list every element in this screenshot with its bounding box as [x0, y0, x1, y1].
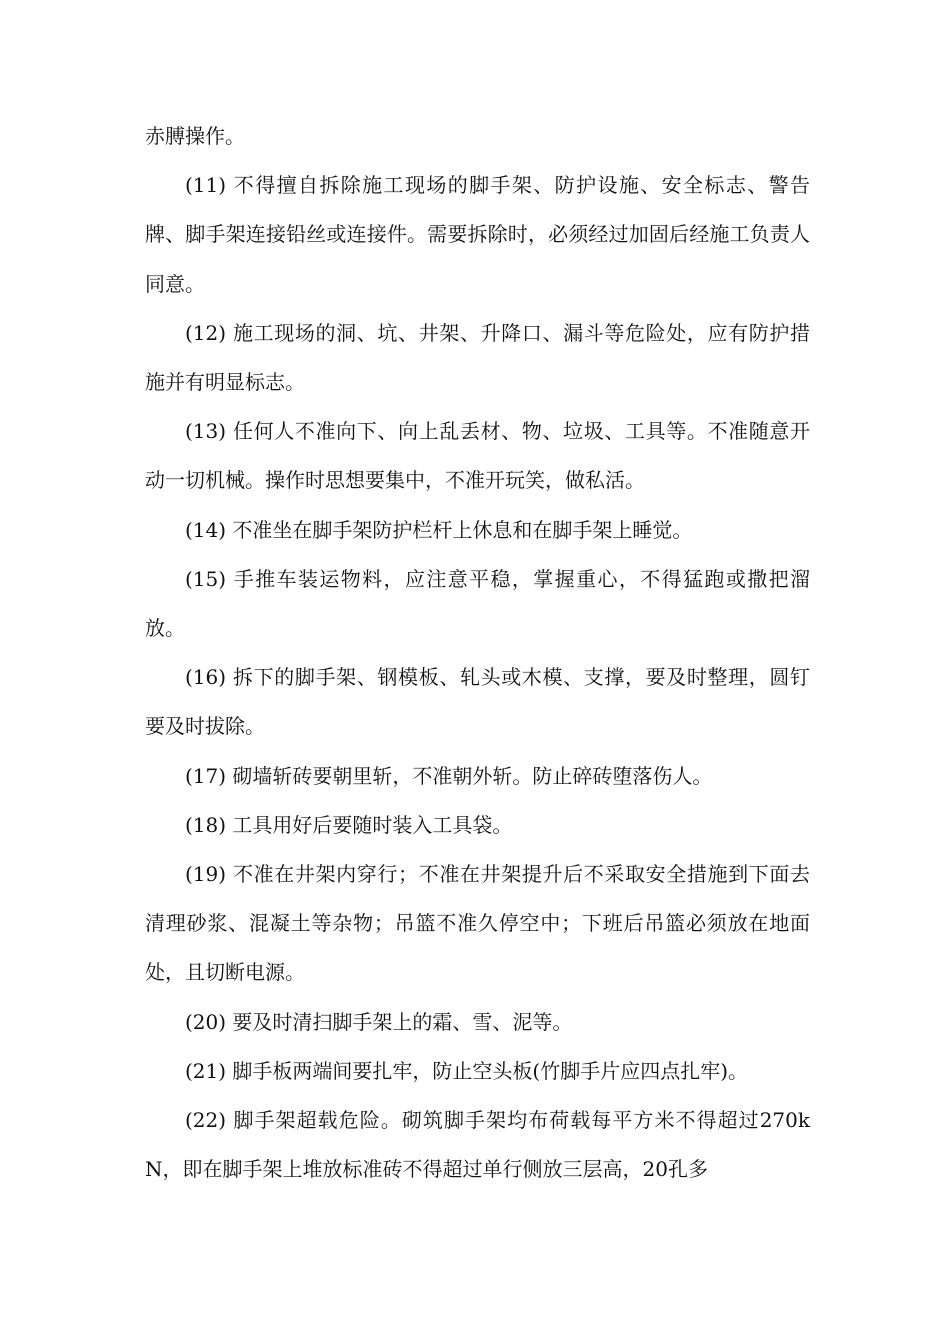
paragraph-item-18: (18) 工具用好后要随时装入工具袋。 — [185, 812, 513, 837]
paragraph-item-16: (16) 拆下的脚手架、钢模板、轧头或木模、支撑，要及时整理，圆钉要及时拔除。 — [145, 665, 810, 739]
paragraph-item-20: (20) 要及时清扫脚手架上的霜、雪、泥等。 — [185, 1009, 573, 1034]
paragraph-item-19: (19) 不准在井架内穿行；不准在井架提升后不采取安全措施到下面去清理砂浆、混凝土等杂物；吊篮不准久停空中；下班后吊篮必须放在地面处，且切断电源。 — [145, 862, 810, 985]
paragraph-item-15: (15) 手推车装运物料，应注意平稳，掌握重心，不得猛跑或撒把溜放。 — [145, 566, 810, 641]
paragraph-item-21: (21) 脚手板两端间要扎牢，防止空头板(竹脚手片应四点扎牢)。 — [185, 1058, 749, 1083]
paragraph-item-14: (14) 不准坐在脚手架防护栏杆上休息和在脚手架上睡觉。 — [185, 517, 693, 542]
paragraph-item-17: (17) 砌墙斩砖要朝里斩，不准朝外斩。防止碎砖堕落伤人。 — [185, 763, 713, 788]
paragraph-item-12: (12) 施工现场的洞、坑、井架、升降口、漏斗等危险处，应有防护措施并有明显标志。 — [145, 320, 810, 395]
document-body — [145, 112, 810, 1194]
paragraph-item-22: (22) 脚手架超载危险。砌筑脚手架均布荷载每平方米不得超过270kN，即在脚手架上堆放标准砖不得超过单行侧放三层高，20孔多 — [145, 1108, 810, 1182]
paragraph-item-13: (13) 任何人不准向下、向上乱丢材、物、垃圾、工具等。不准随意开动一切机械。操作时思想要集中，不准开玩笑，做私活。 — [145, 419, 810, 493]
paragraph-continuation: 赤膊操作。 — [145, 124, 245, 148]
paragraph-item-11: (11) 不得擅自拆除施工现场的脚手架、防护设施、安全标志、警告牌、脚手架连接铅丝或连接件。需要拆除时，必须经过加固后经施工负责人同意。 — [145, 173, 810, 296]
